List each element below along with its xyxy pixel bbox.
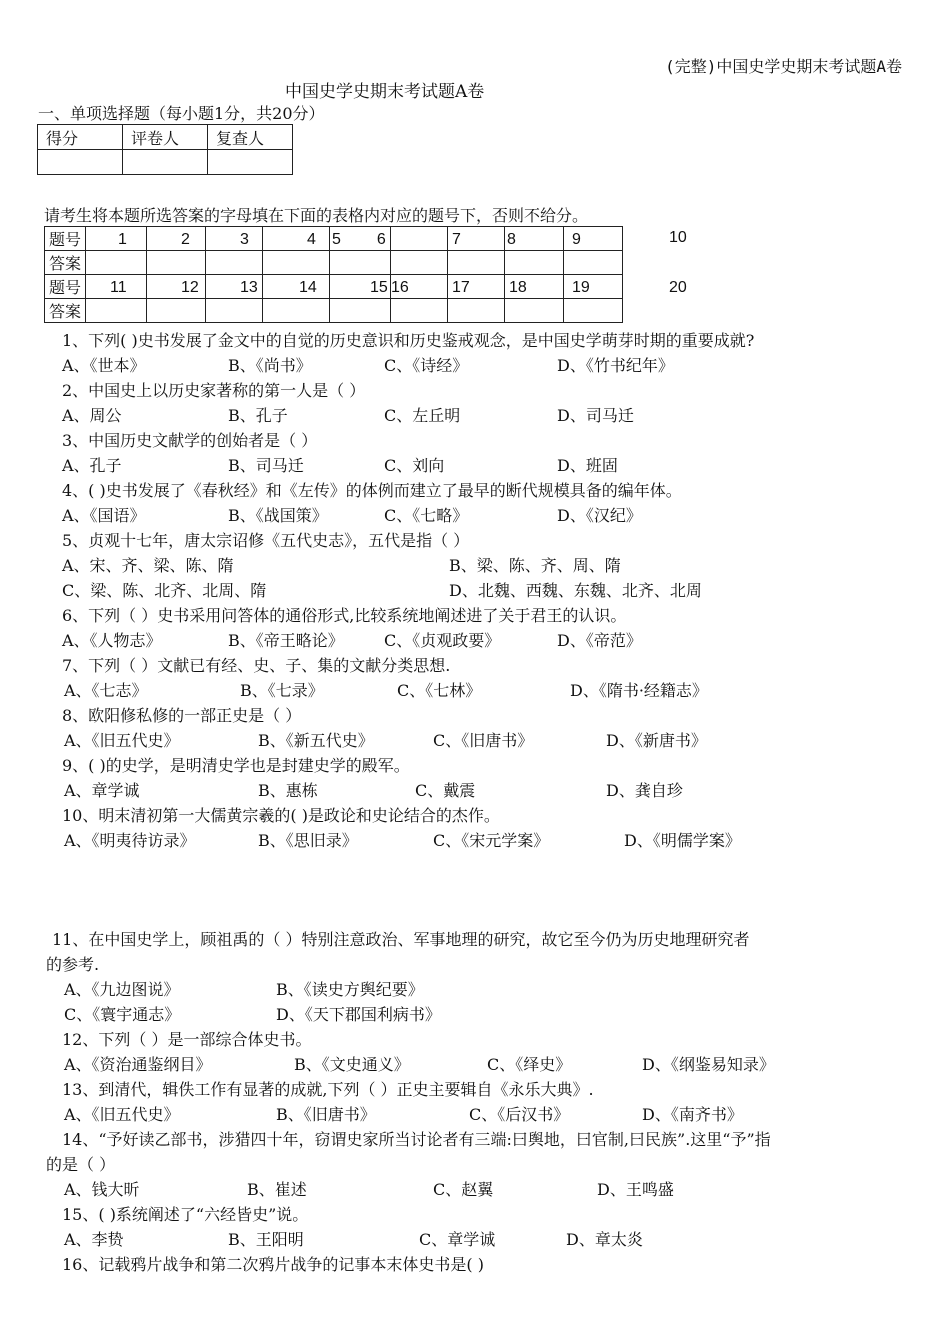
option: B、《旧唐书》 [276,1105,376,1124]
option: B、孔子 [228,406,288,425]
answer-cell[interactable] [86,299,147,323]
option: A、《国语》 [62,506,146,525]
grid-num: 11 [110,278,127,296]
grid-num: 17 [452,278,470,296]
option: C、《旧唐书》 [433,731,534,750]
option: B、《尚书》 [228,356,312,375]
option: C、左丘明 [384,406,461,425]
option: D、班固 [557,456,618,475]
reviewer-label: 复查人 [208,125,293,150]
grid-num: 13 [240,278,258,296]
option: C、《寰宇通志》 [64,1005,181,1024]
grid-num: 15 [370,278,388,296]
grid-num: 8 [507,230,516,248]
option: A、周公 [62,406,122,425]
question-stem-cont: 的参考. [46,955,100,974]
option: A、《七志》 [64,681,148,700]
option: B、《战国策》 [228,506,328,525]
grid-num: 6 [376,230,386,248]
answer-cell[interactable] [564,251,623,275]
option: C、赵翼 [433,1180,494,1199]
answer-cell[interactable] [206,299,263,323]
option: B、《七录》 [240,681,324,700]
question-stem: 6、下列（ ）史书采用问答体的通俗形式,比较系统地阐述进了关于君王的认识。 [62,606,627,625]
reviewer-cell[interactable] [208,150,293,175]
question-stem: 13、到清代，辑佚工作有显著的成就,下列（ ）正史主要辑自《永乐大典》. [62,1080,594,1099]
grid-num: 14 [299,278,317,296]
grader-label: 评卷人 [123,125,208,150]
option: A、《旧五代史》 [64,731,180,750]
answer-cell[interactable] [86,251,147,275]
option: A、章学诚 [64,781,140,800]
grid-num: 16 [391,278,409,296]
option: B、惠栋 [258,781,318,800]
option: A、宋、齐、梁、陈、隋 [62,556,234,575]
row-label: 题号 [45,227,86,251]
option: D、《南齐书》 [642,1105,743,1124]
option: D、龚自珍 [606,781,683,800]
question-stem: 7、下列（ ）文献已有经、史、子、集的文献分类思想. [62,656,451,675]
question-stem: 16、记载鸦片战争和第二次鸦片战争的记事本末体史书是( ) [62,1255,484,1274]
answer-cell[interactable] [330,299,391,323]
option: B、梁、陈、齐、周、隋 [449,556,621,575]
question-stem-cont: 的是（ ） [46,1155,116,1174]
section-heading: 一、单项选择题（每小题1分，共20分） [38,104,325,123]
option: C、《绎史》 [487,1055,572,1074]
option: B、《新五代史》 [258,731,374,750]
option: B、《帝王略论》 [228,631,344,650]
question-stem: 5、贞观十七年，唐太宗诏修《五代史志》，五代是指（ ） [62,531,470,550]
grid-num: 9 [572,230,581,248]
option: D、《竹书纪年》 [557,356,674,375]
grid-num: 5 [332,230,341,248]
grid-num: 7 [452,230,461,248]
option: A、《人物志》 [62,631,162,650]
option: A、孔子 [62,456,122,475]
option: A、《九边图说》 [64,980,180,999]
option: A、钱大昕 [64,1180,140,1199]
grid-num: 2 [181,230,190,248]
option: D、《新唐书》 [606,731,707,750]
question-stem: 9、( )的史学，是明清史学也是封建史学的殿军。 [62,756,410,775]
option: C、《诗经》 [384,356,469,375]
row-label: 答案 [45,299,86,323]
grid-num: 12 [181,278,199,296]
answer-cell[interactable] [263,299,330,323]
answer-cell[interactable] [391,299,448,323]
option: D、王鸣盛 [597,1180,674,1199]
answer-cell[interactable] [448,251,505,275]
option: C、《宋元学案》 [433,831,550,850]
option: A、《资治通鉴纲目》 [64,1055,212,1074]
answer-cell[interactable] [147,251,206,275]
question-stem: 2、中国史上以历史家著称的第一人是（ ） [62,381,366,400]
grid-num: 20 [669,279,687,296]
option: B、司马迁 [228,456,304,475]
answer-cell[interactable] [263,251,330,275]
grid-num: 18 [509,278,527,296]
grid-num: 10 [669,229,687,246]
option: D、北魏、西魏、东魏、北齐、北周 [449,581,702,600]
row-label: 答案 [45,251,86,275]
answer-cell[interactable] [505,299,564,323]
grid-num: 1 [118,230,127,248]
question-stem: 14、“予好读乙部书，涉猎四十年，窃谓史家所当讨论者有三端:曰舆地，曰官制,曰民族”.这里“予”指 [62,1130,771,1149]
grid-num: 19 [572,278,590,296]
question-stem: 1、下列( )史书发展了金文中的自觉的历史意识和历史鉴戒观念，是中国史学萌芽时期的重要成就? [62,331,755,350]
answer-grid [44,226,623,323]
answer-cell[interactable] [448,299,505,323]
option: B、崔述 [247,1180,307,1199]
question-stem: 8、欧阳修私修的一部正史是（ ） [62,706,302,725]
question-stem: 12、下列（ ）是一部综合体史书。 [62,1030,312,1049]
option: C、章学诚 [419,1230,496,1249]
question-stem: 10、明末清初第一大儒黄宗羲的( )是政论和史论结合的杰作。 [62,806,500,825]
option: D、《天下郡国利病书》 [276,1005,441,1024]
option: C、《贞观政要》 [384,631,501,650]
option: C、刘向 [384,456,445,475]
option: D、司马迁 [557,406,634,425]
grader-cell[interactable] [123,150,208,175]
answer-cell[interactable] [330,251,391,275]
option: C、梁、陈、北齐、北周、隋 [62,581,267,600]
option: B、《文史通义》 [294,1055,410,1074]
option: C、《七略》 [384,506,469,525]
option: D、《汉纪》 [557,506,642,525]
instruction: 请考生将本题所选答案的字母填在下面的表格内对应的题号下，否则不给分。 [44,206,589,225]
option: D、《隋书·经籍志》 [570,681,708,700]
question-stem: 3、中国历史文献学的创始者是（ ） [62,431,318,450]
option: D、章太炎 [566,1230,643,1249]
document-header: (完整)中国史学史期末考试题A卷 [665,57,902,76]
option: C、《七林》 [397,681,482,700]
question-stem: 4、( )史书发展了《春秋经》和《左传》的体例而建立了最早的断代规模具备的编年体。 [62,481,682,500]
answer-cell[interactable] [206,251,263,275]
option: B、《思旧录》 [258,831,358,850]
option: B、《读史方舆纪要》 [276,980,424,999]
answer-cell[interactable] [564,299,623,323]
grid-num: 3 [240,230,249,248]
option: D、《明儒学案》 [624,831,741,850]
option: C、《后汉书》 [469,1105,570,1124]
grid-num: 4 [307,230,316,248]
option: C、戴震 [415,781,476,800]
score-table [37,124,293,175]
option: A、《旧五代史》 [64,1105,180,1124]
score-cell[interactable] [38,150,123,175]
option: A、《世本》 [62,356,146,375]
option: D、《帝范》 [557,631,642,650]
option: A、李贽 [64,1230,124,1249]
option: A、《明夷待访录》 [64,831,196,850]
row-label: 题号 [45,275,86,299]
option: B、王阳明 [228,1230,304,1249]
option: D、《纲鉴易知录》 [642,1055,775,1074]
answer-cell[interactable] [505,251,564,275]
question-stem: 11、在中国史学上，顾祖禹的（ ）特别注意政治、军事地理的研究，故它至今仍为历史地理研究者 [52,930,750,949]
answer-cell[interactable] [147,299,206,323]
question-stem: 15、( )系统阐述了“六经皆史”说。 [62,1205,309,1224]
answer-cell[interactable] [391,251,448,275]
exam-title: 中国史学史期末考试题A卷 [285,82,485,102]
score-label: 得分 [38,125,123,150]
